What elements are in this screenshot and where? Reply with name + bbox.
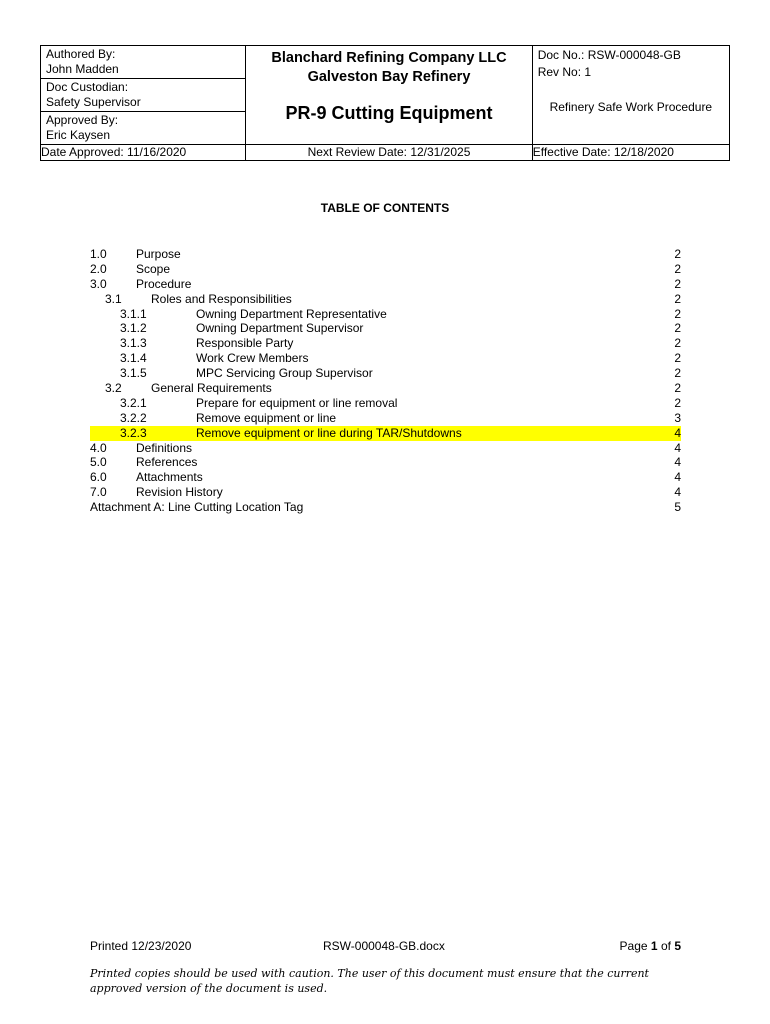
title-cell <box>246 46 532 145</box>
toc-entry-number: 3.2.3 <box>120 425 147 440</box>
toc-entry-page: 4 <box>674 455 681 470</box>
toc-entry[interactable] <box>90 470 681 485</box>
toc-entry-number: 3.1.3 <box>120 336 147 351</box>
toc-entry-page: 2 <box>674 381 681 396</box>
document-header-table <box>40 45 730 161</box>
toc-entry-title: Owning Department Representative <box>196 306 387 321</box>
toc-entry[interactable] <box>90 426 681 441</box>
toc-entry-title: Owning Department Supervisor <box>196 321 364 336</box>
toc-entry-page: 2 <box>674 261 681 276</box>
refinery-name: Galveston Bay Refinery <box>307 69 471 85</box>
toc-entry-title: Definitions <box>136 440 193 455</box>
toc-entry-number: 3.1.2 <box>120 321 147 336</box>
toc-entry[interactable] <box>90 396 681 411</box>
toc-entry-number: 2.0 <box>90 261 107 276</box>
toc-entry-page: 2 <box>674 321 681 336</box>
effective-date: Effective Date: 12/18/2020 <box>532 145 729 161</box>
company-name: Blanchard Refining Company LLC <box>271 50 507 66</box>
toc-entry-page: 4 <box>674 440 681 455</box>
table-of-contents <box>90 247 681 515</box>
toc-entry[interactable] <box>90 336 681 351</box>
toc-entry-page: 2 <box>674 306 681 321</box>
toc-entry-page: 4 <box>674 425 681 440</box>
toc-entry-title: MPC Servicing Group Supervisor <box>196 366 373 381</box>
toc-entry-number: 6.0 <box>90 470 107 485</box>
toc-entry-number: 3.2 <box>105 381 122 396</box>
toc-entry-title: Work Crew Members <box>196 351 309 366</box>
authored-by-label: Authored By: <box>46 47 116 61</box>
toc-entry[interactable] <box>90 381 681 396</box>
date-approved: Date Approved: 11/16/2020 <box>41 145 246 161</box>
toc-entry-title: Responsible Party <box>196 336 294 351</box>
toc-entry[interactable] <box>90 321 681 336</box>
toc-entry[interactable] <box>90 366 681 381</box>
toc-entry[interactable] <box>90 441 681 456</box>
toc-entry[interactable] <box>90 262 681 277</box>
toc-entry-page: 4 <box>674 470 681 485</box>
toc-entry-title: General Requirements <box>151 381 272 396</box>
approved-by-value: Eric Kaysen <box>46 128 111 142</box>
doc-number: Doc No.: RSW-000048-GB <box>537 48 681 62</box>
toc-entry-number: 3.1 <box>105 291 122 306</box>
toc-entry-number: 3.1.1 <box>120 306 147 321</box>
procedure-type: Refinery Safe Work Procedure <box>549 100 713 114</box>
doc-info-cell <box>532 46 729 145</box>
printed-date: Printed 12/23/2020 <box>90 939 192 953</box>
toc-entry[interactable] <box>90 292 681 307</box>
doc-custodian-label: Doc Custodian: <box>46 80 129 94</box>
toc-entry-title: Revision History <box>136 485 223 500</box>
toc-entry[interactable] <box>90 247 681 262</box>
toc-entry-number: 3.1.5 <box>120 366 147 381</box>
doc-custodian-value: Safety Supervisor <box>46 95 141 109</box>
toc-entry-page: 2 <box>674 395 681 410</box>
toc-entry[interactable] <box>90 485 681 500</box>
toc-entry-title: Procedure <box>136 276 192 291</box>
toc-entry[interactable] <box>90 307 681 322</box>
toc-entry-title: References <box>136 455 198 470</box>
toc-heading: TABLE OF CONTENTS <box>320 201 450 215</box>
toc-entry-title: Roles and Responsibilities <box>151 291 292 306</box>
toc-entry-title: Attachment A: Line Cutting Location Tag <box>90 500 304 515</box>
toc-entry-title: Prepare for equipment or line removal <box>196 395 398 410</box>
toc-entry-number: 5.0 <box>90 455 107 470</box>
toc-entry-page: 2 <box>674 291 681 306</box>
toc-entry[interactable] <box>90 411 681 426</box>
toc-entry-title: Remove equipment or line <box>196 410 337 425</box>
toc-entry-title: Scope <box>136 261 171 276</box>
toc-entry-number: 1.0 <box>90 247 107 261</box>
next-review-date: Next Review Date: 12/31/2025 <box>246 145 532 161</box>
authored-by-value: John Madden <box>46 62 119 76</box>
toc-entry-number: 3.0 <box>90 276 107 291</box>
toc-entry-number: 7.0 <box>90 485 107 500</box>
toc-entry-title: Remove equipment or line during TAR/Shutdowns <box>196 425 462 440</box>
toc-entry-page: 2 <box>674 336 681 351</box>
toc-entry-title: Purpose <box>136 247 181 261</box>
toc-entry[interactable] <box>90 277 681 292</box>
toc-entry[interactable] <box>90 455 681 470</box>
page-number: Page 1 of 5 <box>619 939 681 953</box>
toc-entry-page: 2 <box>674 276 681 291</box>
toc-entry-title: Attachments <box>136 470 203 485</box>
toc-entry-page: 2 <box>674 366 681 381</box>
toc-entry-page: 2 <box>674 351 681 366</box>
revision-number: Rev No: 1 <box>537 65 592 79</box>
toc-entry-number: 3.1.4 <box>120 351 147 366</box>
toc-entry-page: 3 <box>674 410 681 425</box>
print-disclaimer: Printed copies should be used with caution. The user of this document must ensure that the current approved version of the document is used. <box>90 967 649 995</box>
approved-by-label: Approved By: <box>46 113 119 127</box>
toc-entry[interactable] <box>90 500 681 515</box>
toc-entry-page: 5 <box>674 500 681 515</box>
toc-entry-page: 4 <box>674 485 681 500</box>
toc-entry-page: 2 <box>674 247 681 261</box>
toc-entry-number: 3.2.1 <box>120 395 147 410</box>
document-title: PR-9 Cutting Equipment <box>285 103 493 123</box>
authorship-cell <box>41 46 246 145</box>
toc-entry-number: 4.0 <box>90 440 107 455</box>
toc-entry[interactable] <box>90 351 681 366</box>
file-name: RSW-000048-GB.docx <box>323 939 445 953</box>
toc-entry-number: 3.2.2 <box>120 410 147 425</box>
